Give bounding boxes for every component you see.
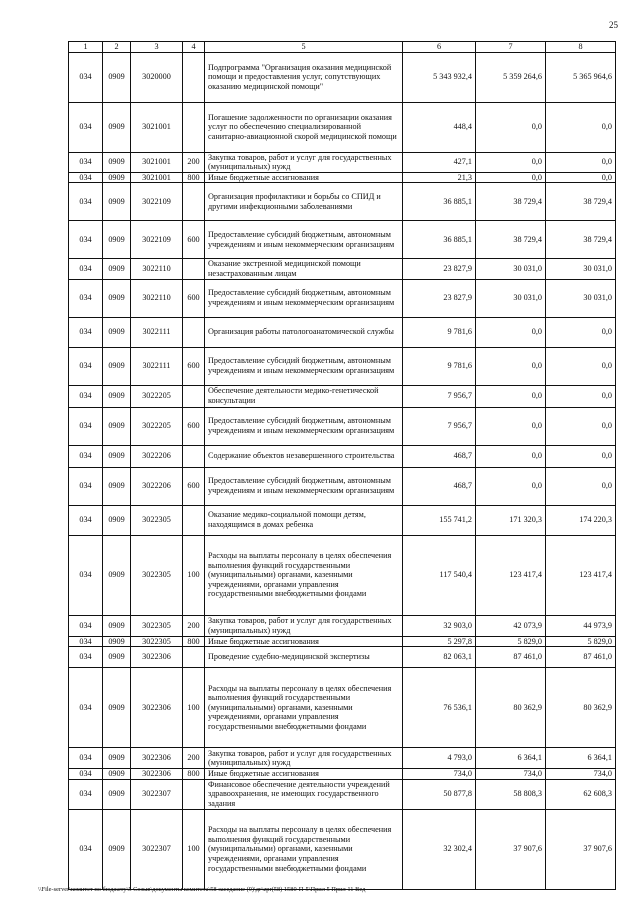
target-article-cell: 3020000: [131, 52, 183, 102]
section-code-cell: 0909: [103, 535, 131, 615]
section-code-cell: 0909: [103, 668, 131, 748]
column-header: 3: [131, 42, 183, 53]
amount-col7-cell: 38 729,4: [476, 221, 546, 259]
target-article-cell: 3022206: [131, 445, 183, 467]
amount-col6-cell: 734,0: [403, 769, 476, 780]
amount-col8-cell: 62 608,3: [546, 779, 616, 809]
section-code-cell: 0909: [103, 385, 131, 407]
amount-col8-cell: 38 729,4: [546, 221, 616, 259]
section-code-cell: 0909: [103, 647, 131, 668]
section-code-cell: 0909: [103, 809, 131, 889]
amount-col7-cell: 87 461,0: [476, 647, 546, 668]
expense-type-cell: [183, 52, 205, 102]
amount-col6-cell: 468,7: [403, 467, 476, 505]
description-cell: Финансовое обеспечение деятельности учреждений здравоохранения, не имеющих государственного задания: [205, 779, 403, 809]
amount-col7-cell: 0,0: [476, 152, 546, 172]
table-row: [69, 647, 616, 668]
target-article-cell: 3022306: [131, 647, 183, 668]
table-row: [69, 668, 616, 748]
amount-col8-cell: 30 031,0: [546, 279, 616, 317]
file-path-footer: \\File-server\комитет по бюджету\5 Созыв\документы комитета\58 заседание (9)\дг\zpr(58) 1580-П-5\Прил 5 Прил 11 Вед: [38, 886, 366, 893]
amount-col7-cell: 0,0: [476, 467, 546, 505]
section-code-cell: 0909: [103, 636, 131, 647]
amount-col8-cell: 123 417,4: [546, 535, 616, 615]
amount-col8-cell: 0,0: [546, 385, 616, 407]
target-article-cell: 3022205: [131, 407, 183, 445]
expense-type-cell: 600: [183, 467, 205, 505]
amount-col7-cell: 0,0: [476, 407, 546, 445]
expense-type-cell: [183, 647, 205, 668]
table-body: [69, 52, 616, 889]
table-row: [69, 279, 616, 317]
description-cell: Предоставление субсидий бюджетным, автономным учреждениям и иным некоммерческим организациям: [205, 279, 403, 317]
expense-type-cell: 100: [183, 535, 205, 615]
expense-type-cell: [183, 317, 205, 347]
section-code-cell: 0909: [103, 259, 131, 279]
target-article-cell: 3022305: [131, 636, 183, 647]
target-article-cell: 3022110: [131, 279, 183, 317]
column-header: 2: [103, 42, 131, 53]
description-cell: Содержание объектов незавершенного строительства: [205, 445, 403, 467]
ministry-code-cell: 034: [69, 279, 103, 317]
description-cell: Расходы на выплаты персоналу в целях обеспечения выполнения функций государственными (муниципальными) органами, казенными учреждениями, органами управления государственными внебюджетными фондами: [205, 535, 403, 615]
amount-col8-cell: 0,0: [546, 347, 616, 385]
ministry-code-cell: 034: [69, 505, 103, 535]
column-header: 4: [183, 42, 205, 53]
ministry-code-cell: 034: [69, 152, 103, 172]
amount-col7-cell: 38 729,4: [476, 183, 546, 221]
amount-col6-cell: 32 903,0: [403, 615, 476, 636]
amount-col8-cell: 44 973,9: [546, 615, 616, 636]
ministry-code-cell: 034: [69, 809, 103, 889]
amount-col7-cell: 5 359 264,6: [476, 52, 546, 102]
description-cell: Иные бюджетные ассигнования: [205, 636, 403, 647]
amount-col7-cell: 171 320,3: [476, 505, 546, 535]
ministry-code-cell: 034: [69, 467, 103, 505]
expense-type-cell: 800: [183, 769, 205, 780]
target-article-cell: 3022307: [131, 809, 183, 889]
description-cell: Оказание медико-социальной помощи детям, находящимся в домах ребенка: [205, 505, 403, 535]
expense-type-cell: [183, 385, 205, 407]
amount-col6-cell: 36 885,1: [403, 183, 476, 221]
table-row: [69, 407, 616, 445]
amount-col6-cell: 23 827,9: [403, 279, 476, 317]
ministry-code-cell: 034: [69, 748, 103, 769]
description-cell: Подпрограмма "Организация оказания медицинской помощи и предоставления услуг, сопутствующих оказанию медицинской помощи": [205, 52, 403, 102]
table-row: [69, 636, 616, 647]
amount-col6-cell: 117 540,4: [403, 535, 476, 615]
expense-type-cell: 800: [183, 636, 205, 647]
description-cell: Предоставление субсидий бюджетным, автономным учреждениям и иным некоммерческим организациям: [205, 347, 403, 385]
table-row: [69, 535, 616, 615]
target-article-cell: 3022306: [131, 668, 183, 748]
amount-col6-cell: 9 781,6: [403, 347, 476, 385]
amount-col7-cell: 5 829,0: [476, 636, 546, 647]
section-code-cell: 0909: [103, 445, 131, 467]
target-article-cell: 3022305: [131, 535, 183, 615]
column-header: 1: [69, 42, 103, 53]
header-row: [69, 42, 616, 53]
amount-col8-cell: 0,0: [546, 317, 616, 347]
ministry-code-cell: 034: [69, 52, 103, 102]
target-article-cell: 3022111: [131, 317, 183, 347]
description-cell: Оказание экстренной медицинской помощи незастрахованным лицам: [205, 259, 403, 279]
description-cell: Предоставление субсидий бюджетным, автономным учреждениям и иным некоммерческим организациям: [205, 467, 403, 505]
section-code-cell: 0909: [103, 467, 131, 505]
ministry-code-cell: 034: [69, 636, 103, 647]
ministry-code-cell: 034: [69, 347, 103, 385]
amount-col7-cell: 0,0: [476, 445, 546, 467]
amount-col8-cell: 5 365 964,6: [546, 52, 616, 102]
ministry-code-cell: 034: [69, 183, 103, 221]
amount-col7-cell: 0,0: [476, 172, 546, 183]
expense-type-cell: 200: [183, 615, 205, 636]
section-code-cell: 0909: [103, 172, 131, 183]
amount-col8-cell: 87 461,0: [546, 647, 616, 668]
amount-col6-cell: 468,7: [403, 445, 476, 467]
ministry-code-cell: 034: [69, 102, 103, 152]
table-row: [69, 52, 616, 102]
description-cell: Иные бюджетные ассигнования: [205, 769, 403, 780]
description-cell: Иные бюджетные ассигнования: [205, 172, 403, 183]
target-article-cell: 3022305: [131, 615, 183, 636]
column-header: 5: [205, 42, 403, 53]
target-article-cell: 3021001: [131, 172, 183, 183]
expense-type-cell: 600: [183, 407, 205, 445]
amount-col7-cell: 30 031,0: [476, 279, 546, 317]
amount-col6-cell: 32 302,4: [403, 809, 476, 889]
table-row: [69, 152, 616, 172]
table-row: [69, 779, 616, 809]
table-row: [69, 769, 616, 780]
expense-type-cell: [183, 183, 205, 221]
target-article-cell: 3021001: [131, 102, 183, 152]
description-cell: Предоставление субсидий бюджетным, автономным учреждениям и иным некоммерческим организациям: [205, 407, 403, 445]
description-cell: Расходы на выплаты персоналу в целях обеспечения выполнения функций государственными (муниципальными) органами, казенными учреждениями, органами управления государственными внебюджетными фондами: [205, 668, 403, 748]
column-header: 6: [403, 42, 476, 53]
table-row: [69, 347, 616, 385]
amount-col6-cell: 50 877,8: [403, 779, 476, 809]
amount-col8-cell: 734,0: [546, 769, 616, 780]
amount-col8-cell: 0,0: [546, 102, 616, 152]
table-row: [69, 467, 616, 505]
section-code-cell: 0909: [103, 769, 131, 780]
amount-col8-cell: 174 220,3: [546, 505, 616, 535]
amount-col8-cell: 80 362,9: [546, 668, 616, 748]
ministry-code-cell: 034: [69, 445, 103, 467]
description-cell: Проведение судебно-медицинской экспертизы: [205, 647, 403, 668]
description-cell: Предоставление субсидий бюджетным, автономным учреждениям и иным некоммерческим организациям: [205, 221, 403, 259]
target-article-cell: 3022109: [131, 221, 183, 259]
ministry-code-cell: 034: [69, 769, 103, 780]
budget-table: [68, 41, 616, 890]
table-row: [69, 445, 616, 467]
section-code-cell: 0909: [103, 505, 131, 535]
description-cell: Закупка товаров, работ и услуг для государственных (муниципальных) нужд: [205, 748, 403, 769]
section-code-cell: 0909: [103, 52, 131, 102]
expense-type-cell: 100: [183, 809, 205, 889]
expense-type-cell: [183, 102, 205, 152]
description-cell: Закупка товаров, работ и услуг для государственных (муниципальных) нужд: [205, 615, 403, 636]
expense-type-cell: 600: [183, 279, 205, 317]
section-code-cell: 0909: [103, 279, 131, 317]
target-article-cell: 3022205: [131, 385, 183, 407]
target-article-cell: 3022111: [131, 347, 183, 385]
amount-col6-cell: 155 741,2: [403, 505, 476, 535]
amount-col6-cell: 5 297,8: [403, 636, 476, 647]
section-code-cell: 0909: [103, 779, 131, 809]
amount-col8-cell: 0,0: [546, 445, 616, 467]
ministry-code-cell: 034: [69, 668, 103, 748]
section-code-cell: 0909: [103, 183, 131, 221]
expense-type-cell: 100: [183, 668, 205, 748]
table-row: [69, 505, 616, 535]
amount-col7-cell: 80 362,9: [476, 668, 546, 748]
amount-col6-cell: 7 956,7: [403, 385, 476, 407]
section-code-cell: 0909: [103, 102, 131, 152]
amount-col7-cell: 6 364,1: [476, 748, 546, 769]
page-number: 25: [609, 20, 618, 30]
amount-col7-cell: 0,0: [476, 102, 546, 152]
section-code-cell: 0909: [103, 317, 131, 347]
expense-type-cell: 200: [183, 152, 205, 172]
ministry-code-cell: 034: [69, 647, 103, 668]
target-article-cell: 3021001: [131, 152, 183, 172]
amount-col7-cell: 0,0: [476, 347, 546, 385]
amount-col7-cell: 30 031,0: [476, 259, 546, 279]
section-code-cell: 0909: [103, 221, 131, 259]
amount-col7-cell: 42 073,9: [476, 615, 546, 636]
table-row: [69, 317, 616, 347]
description-cell: Обеспечение деятельности медико-генетической консультации: [205, 385, 403, 407]
target-article-cell: 3022206: [131, 467, 183, 505]
column-header: 8: [546, 42, 616, 53]
amount-col6-cell: 5 343 932,4: [403, 52, 476, 102]
expense-type-cell: 200: [183, 748, 205, 769]
target-article-cell: 3022109: [131, 183, 183, 221]
target-article-cell: 3022306: [131, 748, 183, 769]
amount-col8-cell: 30 031,0: [546, 259, 616, 279]
table-row: [69, 172, 616, 183]
ministry-code-cell: 034: [69, 779, 103, 809]
amount-col6-cell: 36 885,1: [403, 221, 476, 259]
table-row: [69, 183, 616, 221]
amount-col8-cell: 6 364,1: [546, 748, 616, 769]
target-article-cell: 3022305: [131, 505, 183, 535]
amount-col8-cell: 0,0: [546, 407, 616, 445]
amount-col6-cell: 82 063,1: [403, 647, 476, 668]
ministry-code-cell: 034: [69, 221, 103, 259]
ministry-code-cell: 034: [69, 615, 103, 636]
expense-type-cell: [183, 505, 205, 535]
target-article-cell: 3022110: [131, 259, 183, 279]
section-code-cell: 0909: [103, 152, 131, 172]
amount-col8-cell: 37 907,6: [546, 809, 616, 889]
table-row: [69, 259, 616, 279]
table-row: [69, 221, 616, 259]
amount-col6-cell: 21,3: [403, 172, 476, 183]
description-cell: Организация профилактики и борьбы со СПИД и другими инфекционными заболеваниями: [205, 183, 403, 221]
section-code-cell: 0909: [103, 748, 131, 769]
amount-col6-cell: 76 536,1: [403, 668, 476, 748]
amount-col7-cell: 0,0: [476, 317, 546, 347]
expense-type-cell: [183, 259, 205, 279]
table-row: [69, 102, 616, 152]
amount-col6-cell: 7 956,7: [403, 407, 476, 445]
amount-col7-cell: 0,0: [476, 385, 546, 407]
amount-col7-cell: 123 417,4: [476, 535, 546, 615]
amount-col8-cell: 0,0: [546, 467, 616, 505]
amount-col8-cell: 0,0: [546, 152, 616, 172]
table-row: [69, 748, 616, 769]
section-code-cell: 0909: [103, 347, 131, 385]
description-cell: Расходы на выплаты персоналу в целях обеспечения выполнения функций государственными (муниципальными) органами, казенными учреждениями, органами управления государственными внебюджетными фондами: [205, 809, 403, 889]
expense-type-cell: [183, 779, 205, 809]
amount-col6-cell: 4 793,0: [403, 748, 476, 769]
ministry-code-cell: 034: [69, 317, 103, 347]
column-header: 7: [476, 42, 546, 53]
description-cell: Погашение задолженности по организации оказания услуг по обеспечению специализированной санитарно-авиационной скорой медицинской помощи: [205, 102, 403, 152]
amount-col8-cell: 0,0: [546, 172, 616, 183]
expense-type-cell: 600: [183, 347, 205, 385]
target-article-cell: 3022306: [131, 769, 183, 780]
amount-col8-cell: 5 829,0: [546, 636, 616, 647]
ministry-code-cell: 034: [69, 259, 103, 279]
table-row: [69, 809, 616, 889]
amount-col7-cell: 734,0: [476, 769, 546, 780]
ministry-code-cell: 034: [69, 385, 103, 407]
section-code-cell: 0909: [103, 615, 131, 636]
amount-col7-cell: 58 808,3: [476, 779, 546, 809]
ministry-code-cell: 034: [69, 172, 103, 183]
ministry-code-cell: 034: [69, 407, 103, 445]
description-cell: Закупка товаров, работ и услуг для государственных (муниципальных) нужд: [205, 152, 403, 172]
amount-col6-cell: 23 827,9: [403, 259, 476, 279]
expense-type-cell: 600: [183, 221, 205, 259]
amount-col6-cell: 448,4: [403, 102, 476, 152]
amount-col6-cell: 9 781,6: [403, 317, 476, 347]
expense-type-cell: [183, 445, 205, 467]
amount-col8-cell: 38 729,4: [546, 183, 616, 221]
amount-col7-cell: 37 907,6: [476, 809, 546, 889]
amount-col6-cell: 427,1: [403, 152, 476, 172]
table-row: [69, 385, 616, 407]
section-code-cell: 0909: [103, 407, 131, 445]
description-cell: Организация работы патологоанатомической службы: [205, 317, 403, 347]
ministry-code-cell: 034: [69, 535, 103, 615]
expense-type-cell: 800: [183, 172, 205, 183]
target-article-cell: 3022307: [131, 779, 183, 809]
table-row: [69, 615, 616, 636]
